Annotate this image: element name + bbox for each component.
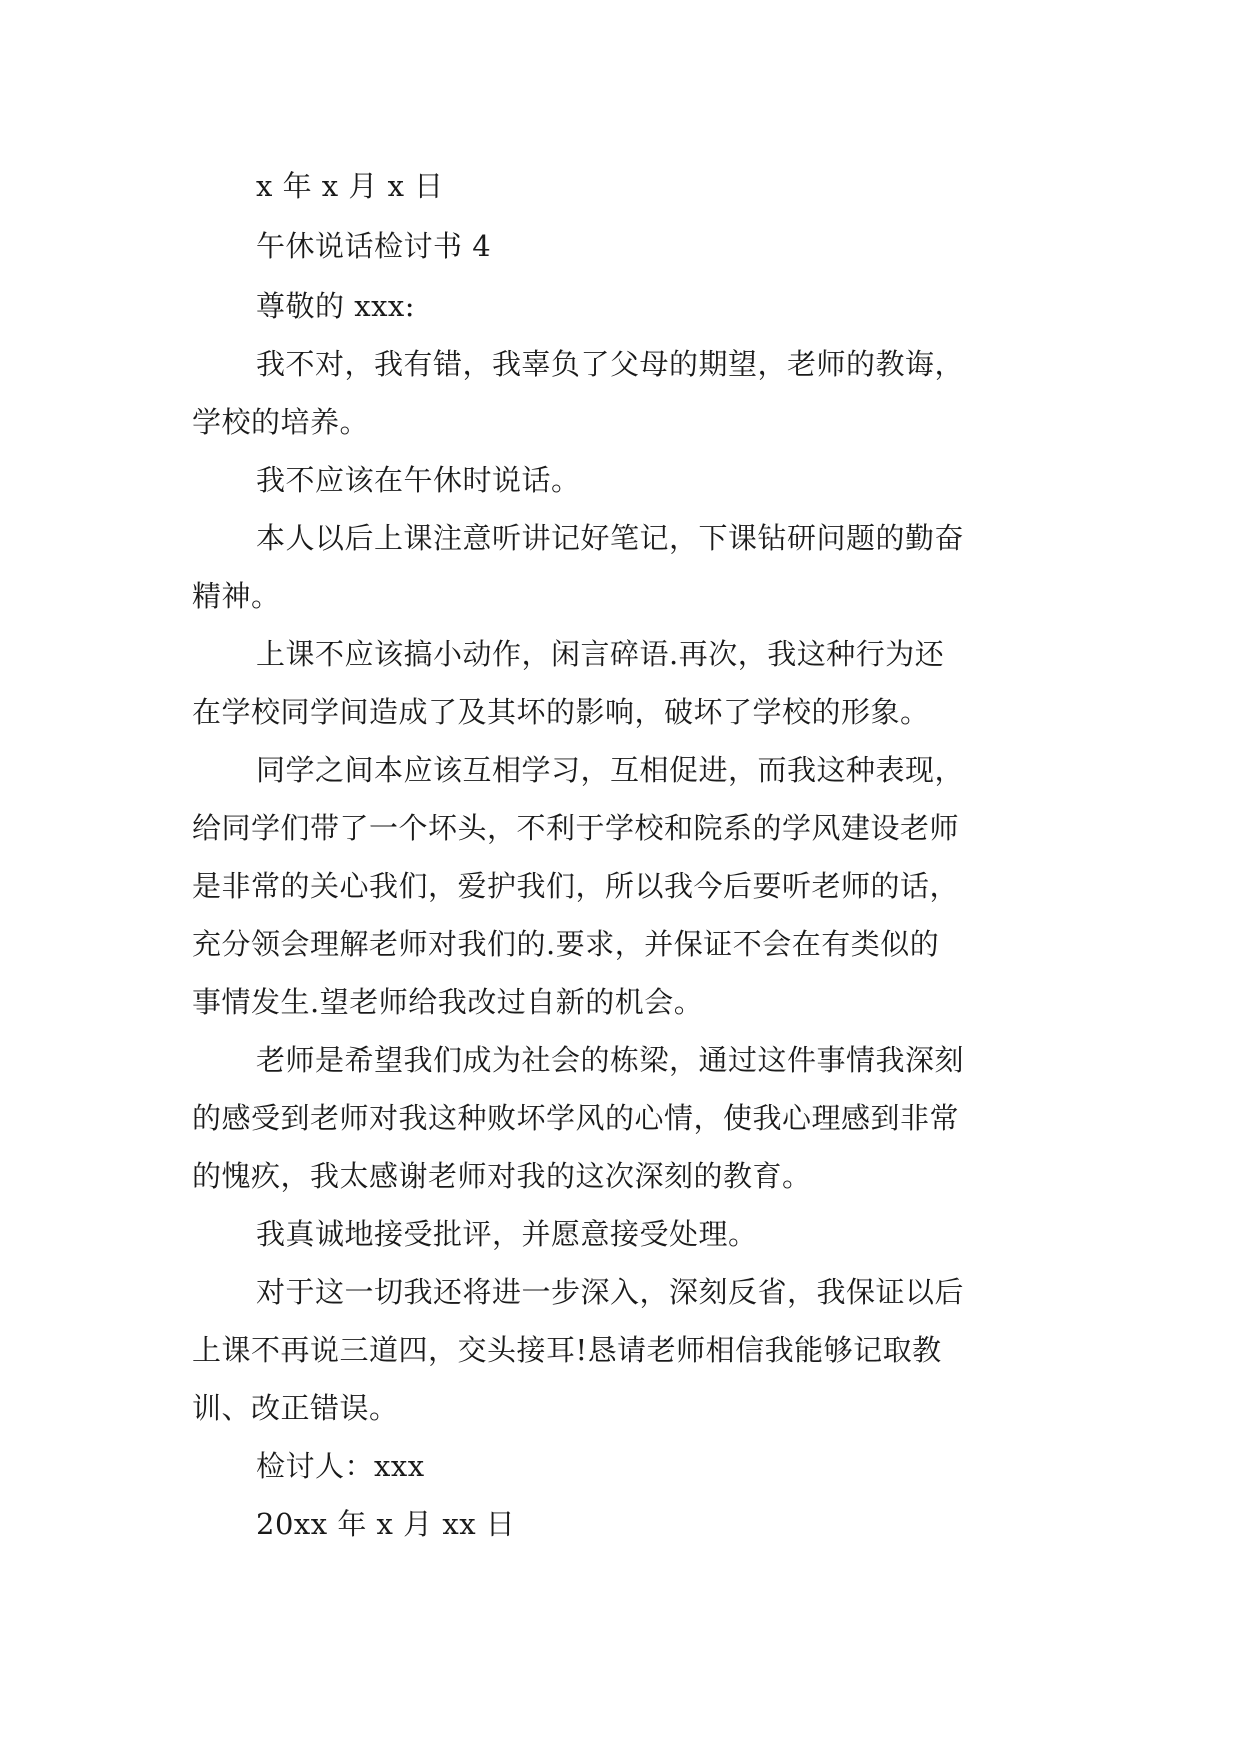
paragraph-line: 是非常的关心我们，爱护我们，所以我今后要听老师的话， [192,869,960,903]
paragraph-line: 上课不再说三道四，交头接耳!恳请老师相信我能够记取教 [192,1333,942,1367]
paragraph-line: 训、改正错误。 [192,1391,399,1425]
paragraph-line: 我不应该在午休时说话。 [256,463,581,497]
paragraph-line: 同学之间本应该互相学习，互相促进，而我这种表现， [256,753,965,787]
paragraph-line: 我真诚地接受批评，并愿意接受处理。 [256,1217,758,1251]
paragraph-line: 我不对，我有错，我辜负了父母的期望，老师的教诲， [256,347,965,381]
paragraph-line: 精神。 [192,579,281,613]
paragraph-line: 对于这一切我还将进一步深入，深刻反省，我保证以后 [256,1275,965,1309]
paragraph-line: 本人以后上课注意听讲记好笔记，下课钻研问题的勤奋 [256,521,965,555]
salutation: 尊敬的 xxx: [256,289,416,323]
paragraph-line: 事情发生.望老师给我改过自新的机会。 [192,985,704,1019]
paragraph-line: 上课不应该搞小动作，闲言碎语.再次，我这种行为还 [256,637,945,671]
signature-line: 检讨人：xxx [256,1449,425,1483]
paragraph-line: 的感受到老师对我这种败坏学风的心情，使我心理感到非常 [192,1101,960,1135]
date-line: x 年 x 月 x 日 [256,169,444,203]
paragraph-line: 在学校同学间造成了及其坏的影响，破坏了学校的形象。 [192,695,930,729]
paragraph-line: 的愧疚，我太感谢老师对我的这次深刻的教育。 [192,1159,812,1193]
paragraph-line: 充分领会理解老师对我们的.要求，并保证不会在有类似的 [192,927,940,961]
paragraph-line: 给同学们带了一个坏头，不利于学校和院系的学风建设老师 [192,811,960,845]
document-title: 午休说话检讨书 4 [256,229,492,263]
paragraph-line: 老师是希望我们成为社会的栋梁，通过这件事情我深刻 [256,1043,965,1077]
paragraph-line: 学校的培养。 [192,405,370,439]
signature-date: 20xx 年 x 月 xx 日 [256,1507,516,1541]
